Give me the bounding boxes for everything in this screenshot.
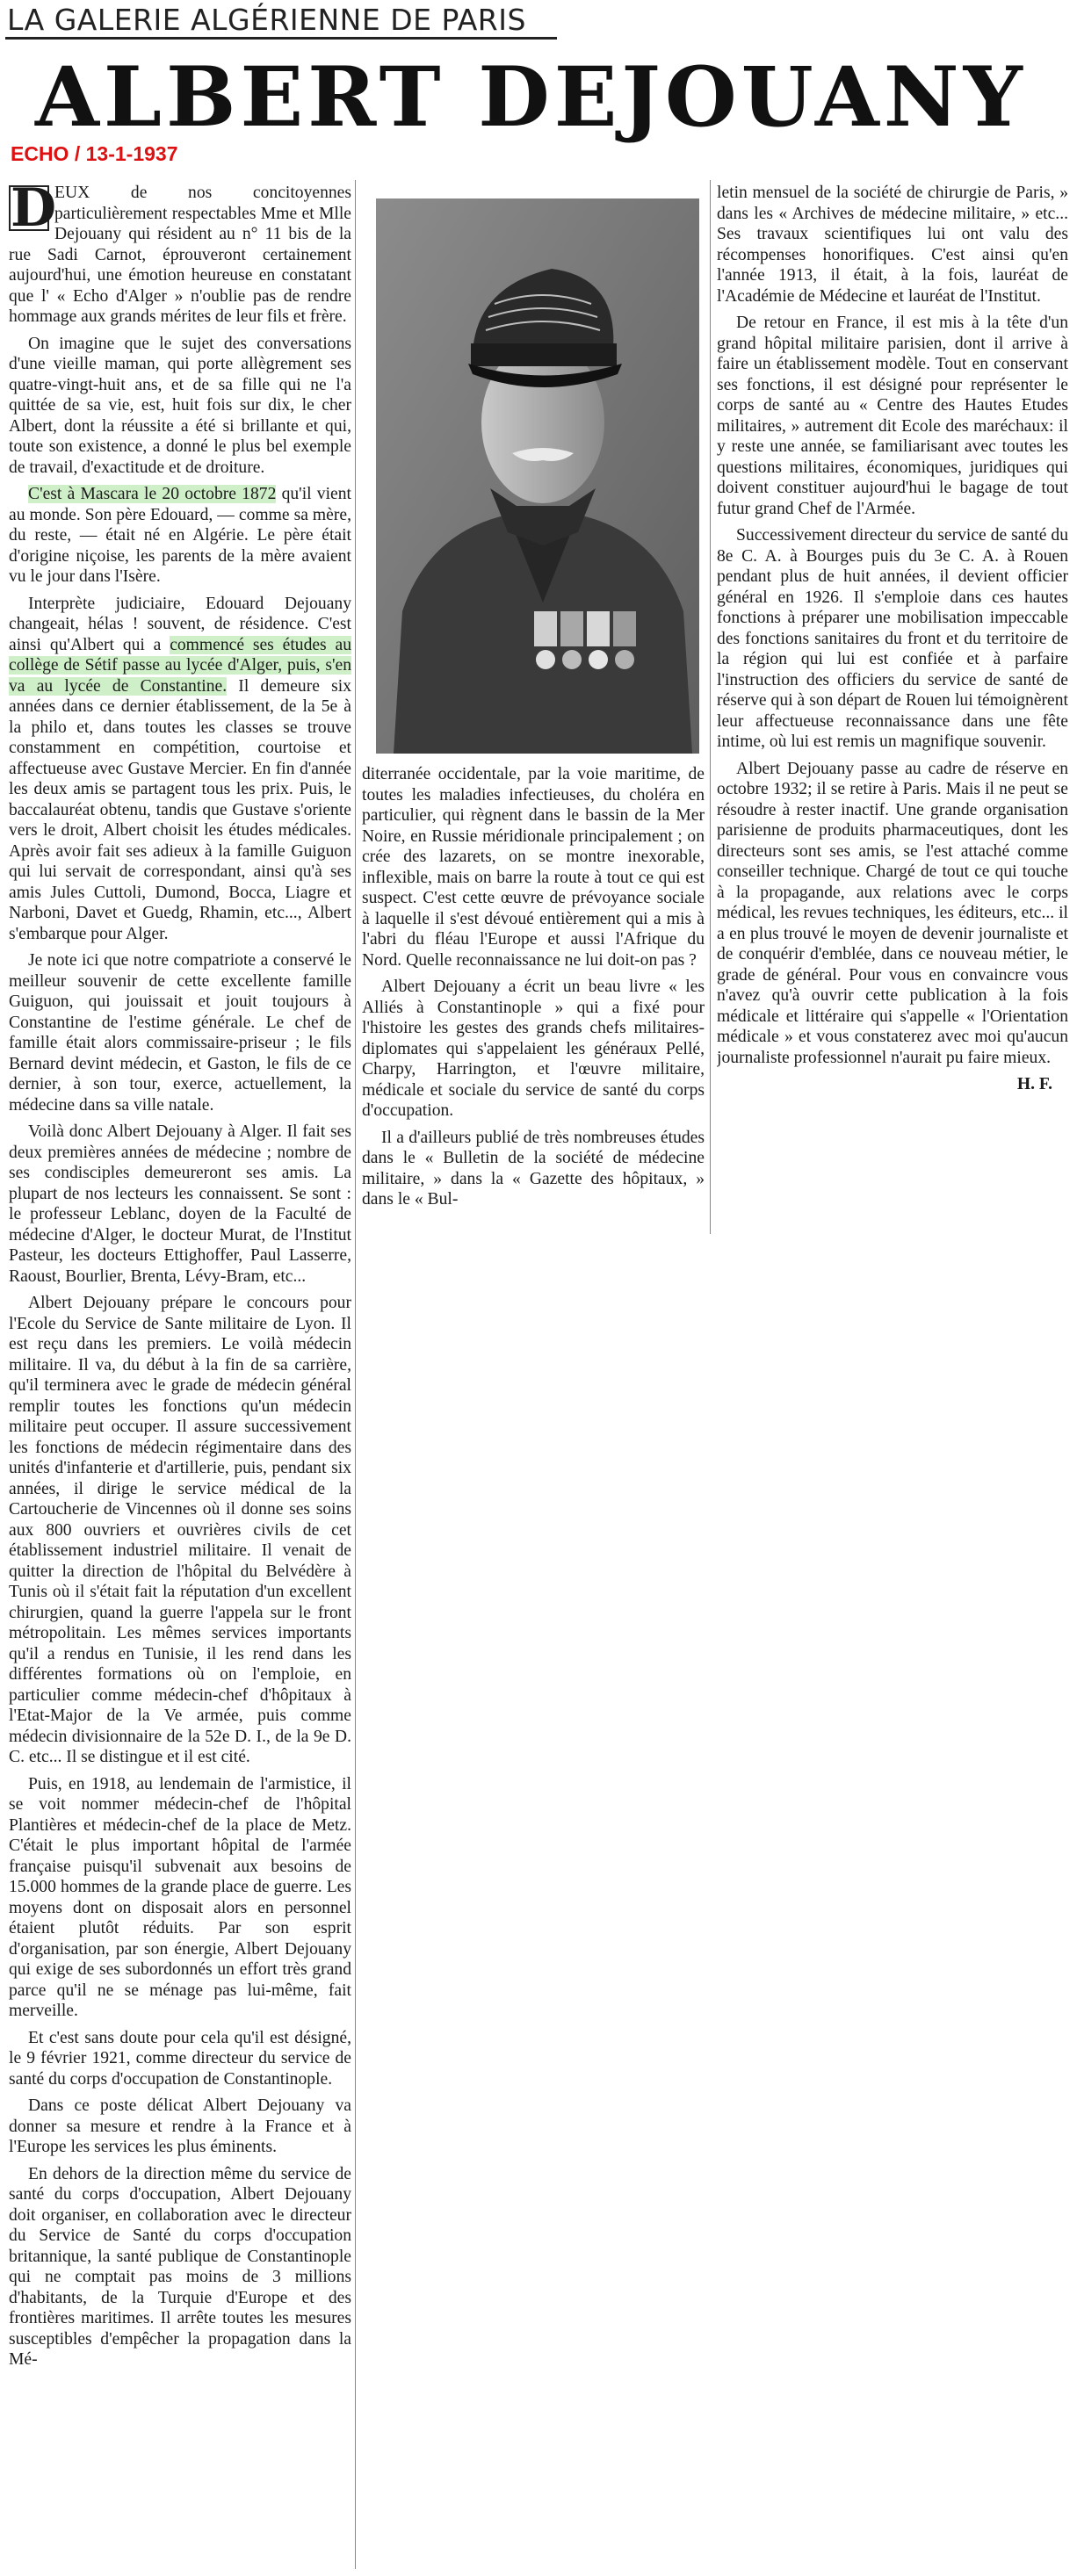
- paragraph-text: qu'il vient au monde. Son père Edouard, — comme sa mère, du reste, — était né en Algérie. Le père était d'origine niçoise, les parents de la mère avaient vu le jour dans l'Isère.: [9, 485, 351, 586]
- rubric-underline: [5, 37, 557, 40]
- article-column-1: [9, 183, 351, 2572]
- column-divider: [710, 180, 711, 1234]
- paragraph: En dehors de la direction même du service de santé du corps d'occupation, Albert Dejouany doit organiser, en collaboration avec le directeur du Service de Santé du corps d'occupation britannique, la santé publique de Constantinople qui ne comptait pas moins de 3 millions d'habitants, de la Turquie d'Europe et des frontières maritimes. Il arrête toutes les mesures susceptibles d'empêcher la propagation dans la Mé-: [9, 2164, 351, 2369]
- paragraph: Voilà donc Albert Dejouany à Alger. Il fait ses deux premières années de médecine ; nombre de ses condisciples demeureront ses amis. La plupart de nos lecteurs les connaissent. Se sont : le professeur Leblanc, doyen de la Faculté de médecine d'Alger, le docteur Murat, de l'Institut Pasteur, les docteurs Ettighoffer, Paul Lasserre, Raoust, Bourlier, Brenta, Lévy-Bram, etc...: [9, 1122, 351, 1286]
- paragraph: [9, 594, 351, 945]
- paragraph: diterranée occidentale, par la voie maritime, de toutes les maladies infectieuses, du choléra en particulier, qui règnent dans le bassin de la Mer Noire, en Russie méridionale principalement ; on crée des lazarets, on se montre inexorable, inflexible, mais on barre la route à tout ce qui est suspect. C'est cette œuvre de prévoyance sociale à laquelle il s'est dévoué entièrement qui a mis à l'abri du fléau l'Europe et aussi l'Afrique du Nord. Quelle reconnaissance ne lui doit-on pas ?: [362, 765, 705, 970]
- paragraph: [9, 484, 351, 588]
- paragraph: On imagine que le sujet des conversations d'une vieille maman, qui porte allègrement ses quatre-vingt-huit ans, et de sa fille qui ne l'a quittée de sa vie, est, huit fois sur dix, le cher Albert, dont la réussite a été si brillante et qui, toute son existence, a donné le plus bel exemple de travail, d'exactitude et de droiture.: [9, 334, 351, 477]
- paragraph-text: Il demeure six années dans ce dernier établissement, de la 5e à la philo et, dans toutes les classes se trouve constamment en compétition, courtoise et affectueuse avec Gustave Mercier. En fin d'année les deux amis se partagent tous les prix. Puis, le baccalauréat obtenu, tandis que Gustave s'oriente vers le droit, Albert choisit les études médicales. Après avoir fait ses adieux à la famille Guiguon qui lui servait de correspondant, ainsi qu'à ses amis Jules Cuttoli, Dumond, Bocca, Liagre et Narboni, Davet et Guedg, Rhamin, etc..., Albert s'embarque pour Alger.: [9, 676, 351, 943]
- paragraph: Et c'est sans doute pour cela qu'il est désigné, le 9 février 1921, comme directeur du service de santé du corps d'occupation de Constantinople.: [9, 2028, 351, 2089]
- paragraph: [9, 183, 351, 328]
- paragraph: Albert Dejouany a écrit un beau livre « les Alliés à Constantinople » qui a fixé pour l'histoire les gestes des grands chefs militaires-diplomates qui s'appelaient les généraux Pellé, Charpy, Harrington, et l'œuvre militaire, médicale et sociale du service de santé du corps d'occupation.: [362, 978, 705, 1120]
- paragraph: letin mensuel de la société de chirurgie de Paris, » dans les « Archives de médecine militaire, » etc... Ses travaux scientifiques lui ont valu des récompenses honorifiques. C'est ainsi qu'en l'année 1913, il était, à la fois, lauréat de l'Académie de Médecine et lauréat de l'Institut.: [717, 184, 1068, 306]
- author-signature: H. F.: [1016, 1075, 1052, 1093]
- paragraph: Il a d'ailleurs publié de très nombreuses études dans le « Bulletin de la société de médecine militaire, » dans la « Gazette des hôpitaux, » dans le « Bul-: [362, 1128, 705, 1209]
- article-headline: ALBERT DEJOUANY: [35, 49, 1027, 146]
- paragraph: Albert Dejouany prépare le concours pour l'Ecole du Service de Sante militaire de Lyon. Il est reçu dans les premiers. Le voilà médecin militaire. Il va, du début à la fin de sa carrière, qu'il terminera avec le grade de médecin général remplir toutes les fonctions qu'un médecin militaire peut occuper. Il assure successivement les fonctions de médecin régimentaire dans des unités d'infanterie et d'artillerie, puis, pendant six années, il dirige le service médical de la Cartoucherie de Vincennes où il donne ses soins aux 800 ouvriers et ouvrières civils de cet établissement industriel militaire. Il venait de quitter la direction de l'hôpital du Belvédère à Tunis où il s'était fait la réputation d'un excellent chirurgien, quand la guerre l'appela sur le front métropolitain. Les mêmes services importants qu'il a rendus en Tunisie, il les rend dans les différentes formations où on l'emploie, en particulier comme médecin-chef d'hôpitaux à l'Etat-Major de la Ve armée, puis comme médecin divisionnaire de la 52e D. I., de la 9e D. C. etc... Il se distingue et il est cité.: [9, 1294, 351, 1766]
- highlighted-text: commencé ses études au collège de Sétif passe au lycée d'Alger, puis, s'en va au lycée de Constantine.: [9, 635, 351, 696]
- rubric-title: LA GALERIE ALGÉRIENNE DE PARIS: [7, 3, 526, 37]
- source-annotation: ECHO / 13-1-1937: [11, 142, 178, 165]
- portrait-photo: [376, 198, 699, 754]
- paragraph: Albert Dejouany passe au cadre de réserve en octobre 1932; il se retire à Paris. Mais il ne peut se résoudre à rester inactif. Une grande organisation parisienne de produits pharmaceutiques, dont les directeurs sont ses amis, se l'est attaché comme conseiller technique. Chargé de tout ce qui touche à la propagande, aux relations avec le corps médical, les revues techniques, les éditeurs, etc... il a en plus trouvé le moyen de devenir journaliste et de conquérir d'emblée, dans ce nouveau métier, le grade de général. Pour vous en convaincre vous n'avez qu'à ouvrir cette publication à la fois médicale et littéraire qui s'appelle « l'Orientation médicale » et vous constaterez avec moi qu'aucun journaliste professionnel n'aurait pu faire mieux.: [717, 759, 1068, 1067]
- paragraph: Je note ici que notre compatriote a conservé le meilleur souvenir de cette excellente famille Guiguon, qui jouissait et jouit toujours à Constantine de l'estime générale. Le chef de famille était alors commissaire-priseur ; le fils Bernard devint médecin, et Gaston, le fils de ce dernier, à son tour, exerce, actuellement, la médecine dans sa ville natale.: [9, 951, 351, 1115]
- paragraph: De retour en France, il est mis à la tête d'un grand hôpital militaire parisien, dont il arrive à faire un établissement modèle. Tout en conservant ses fonctions, il est désigné pour représenter le corps de santé au « Centre des Hautes Etudes militaires, » autrement dit Ecole des maréchaux: il y reste une année, se familiarisant avec toutes les questions militaires, économiques, juridiques qui doivent constituer aujourd'hui le bagage de tout futur grand Chef de l'Armée.: [717, 314, 1068, 518]
- highlighted-text: C'est à Mascara le 20 octobre 1872: [28, 485, 277, 503]
- drop-cap: D: [11, 183, 57, 239]
- article-column-3: [717, 183, 1068, 1237]
- paragraph: Puis, en 1918, au lendemain de l'armistice, il se voit nommer médecin-chef de l'hôpital Plantières et médecin-chef de la place de Metz. C'était le plus important hôpital de l'armée française puisqu'il subvenait aux besoins de 15.000 hommes de la grande place de guerre. Les moyens dont on disposait alors en personnel étaient plutôt réduits. Par son esprit d'organisation, par son énergie, Albert Dejouany qui exige de ses subordonnés un effort très grand parce qu'il ne se ménage pas lui-même, fait merveille.: [9, 1774, 351, 2020]
- paragraph-text: Interprète judiciaire, Edouard Dejouany changeait, hélas ! souvent, de résidence. C'est ainsi qu'Albert qui a: [9, 594, 351, 654]
- portrait-illustration: [376, 198, 699, 754]
- article-column-2: [362, 764, 705, 1309]
- paragraph-text: EUX de nos concitoyennes particulièrement respectables Mme et Mlle Dejouany qui résident au n° 11 bis de la rue Sadi Carnot, éprouveront certainement aujourd'hui, une émotion heureuse en constatant que l' « Echo d'Alger » n'oublie pas de rendre hommage aux grands mérites de leur fils et frère.: [9, 184, 351, 326]
- paragraph: Successivement directeur du service de santé du 8e C. A. à Bourges puis du 3e C. A. à Rouen pendant plus de huit années, il devient officier général en 1926. Il s'emploie dans ces hautes fonctions à préparer une mobilisation impeccable des fonctions sanitaires du front et du territoire de la région qui lui est confiée et à parfaire l'instruction des officiers du service de santé de réserve qui à son départ de Rouen lui témoignèrent leur affectueuse reconnaissance dans une fête intime, où lui est remis un magnifique souvenir.: [717, 526, 1068, 751]
- paragraph: Dans ce poste délicat Albert Dejouany va donner sa mesure et rendre à la France et à l'Europe les services les plus éminents.: [9, 2096, 351, 2156]
- column-divider: [355, 180, 356, 2569]
